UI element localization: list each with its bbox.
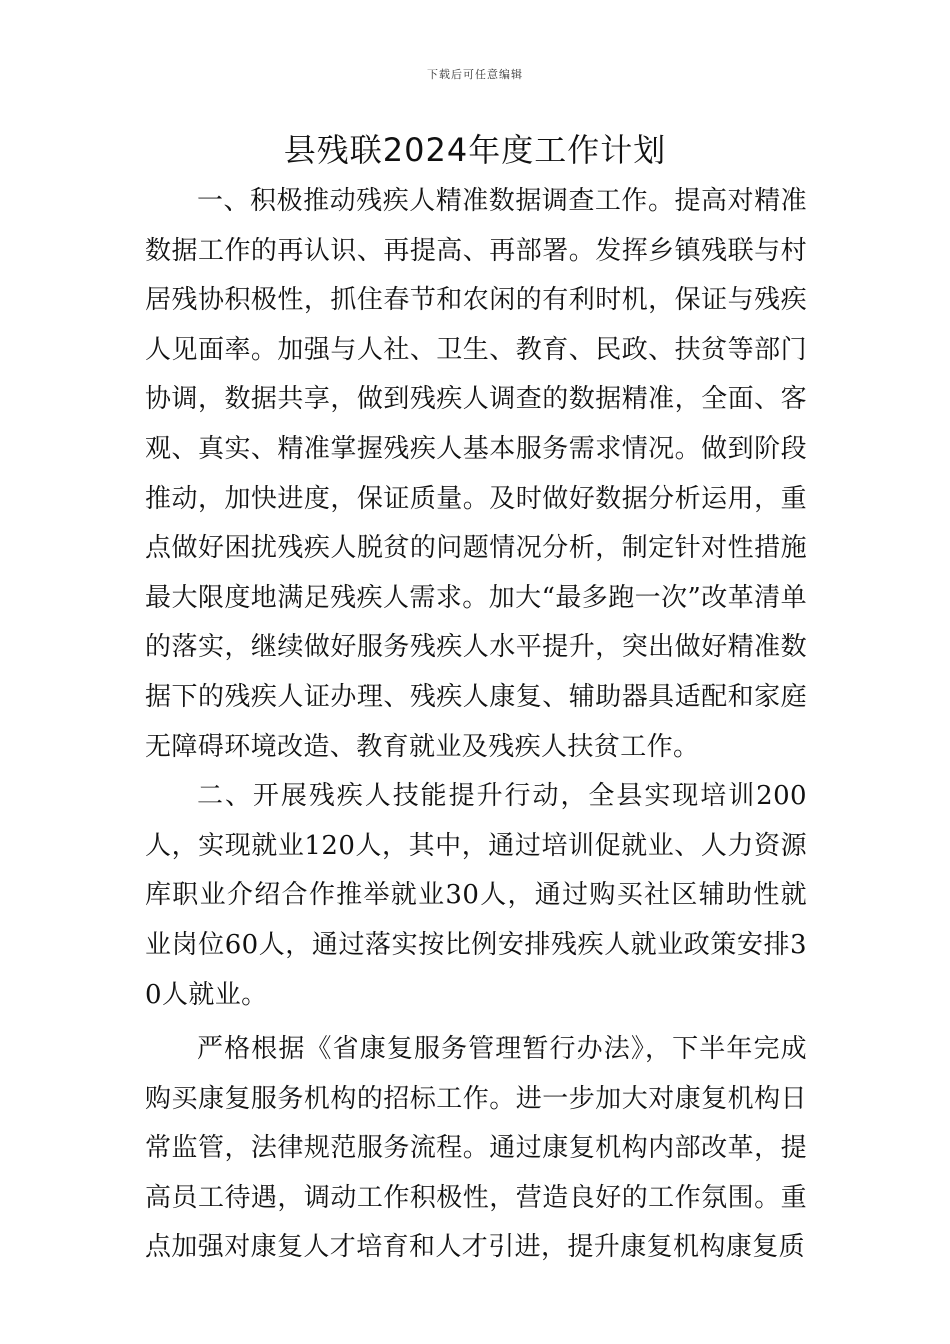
- header-note: 下载后可任意编辑: [427, 68, 523, 81]
- paragraph-3: 严格根据《省康复服务管理暂行办法》，下半年完成购买康复服务机构的招标工作。进一步加大对康复机构日常监管，法律规范服务流程。通过康复机构内部改革，提高员工待遇，调动工作积极性，营造良好的工作氛围。重点加强对康复人才培育和人才引进，提升康复机构康复质: [145, 1034, 807, 1263]
- paragraph-2: 二、开展残疾人技能提升行动，全县实现培训200人，实现就业120人，其中，通过培训促就业、人力资源库职业介绍合作推举就业30人，通过购买社区辅助性就业岗位60人，通过落实按比例安排残疾人就业政策安排30人就业。: [145, 781, 807, 1010]
- document-body: [145, 177, 807, 1273]
- paragraph-1: 一、积极推动残疾人精准数据调查工作。提高对精准数据工作的再认识、再提高、再部署。发挥乡镇残联与村居残协积极性，抓住春节和农闲的有利时机，保证与残疾人见面率。加强与人社、卫生、教育、民政、扶贫等部门协调，数据共享，做到残疾人调查的数据精准，全面、客观、真实、精准掌握残疾人基本服务需求情况。做到阶段推动，加快进度，保证质量。及时做好数据分析运用，重点做好困扰残疾人脱贫的问题情况分析，制定针对性措施最大限度地满足残疾人需求。加大“最多跑一次”改革清单的落实，继续做好服务残疾人水平提升，突出做好精准数据下的残疾人证办理、残疾人康复、辅助器具适配和家庭无障碍环境改造、教育就业及残疾人扶贫工作。: [145, 186, 807, 762]
- document-title: 县残联2024年度工作计划: [283, 131, 667, 169]
